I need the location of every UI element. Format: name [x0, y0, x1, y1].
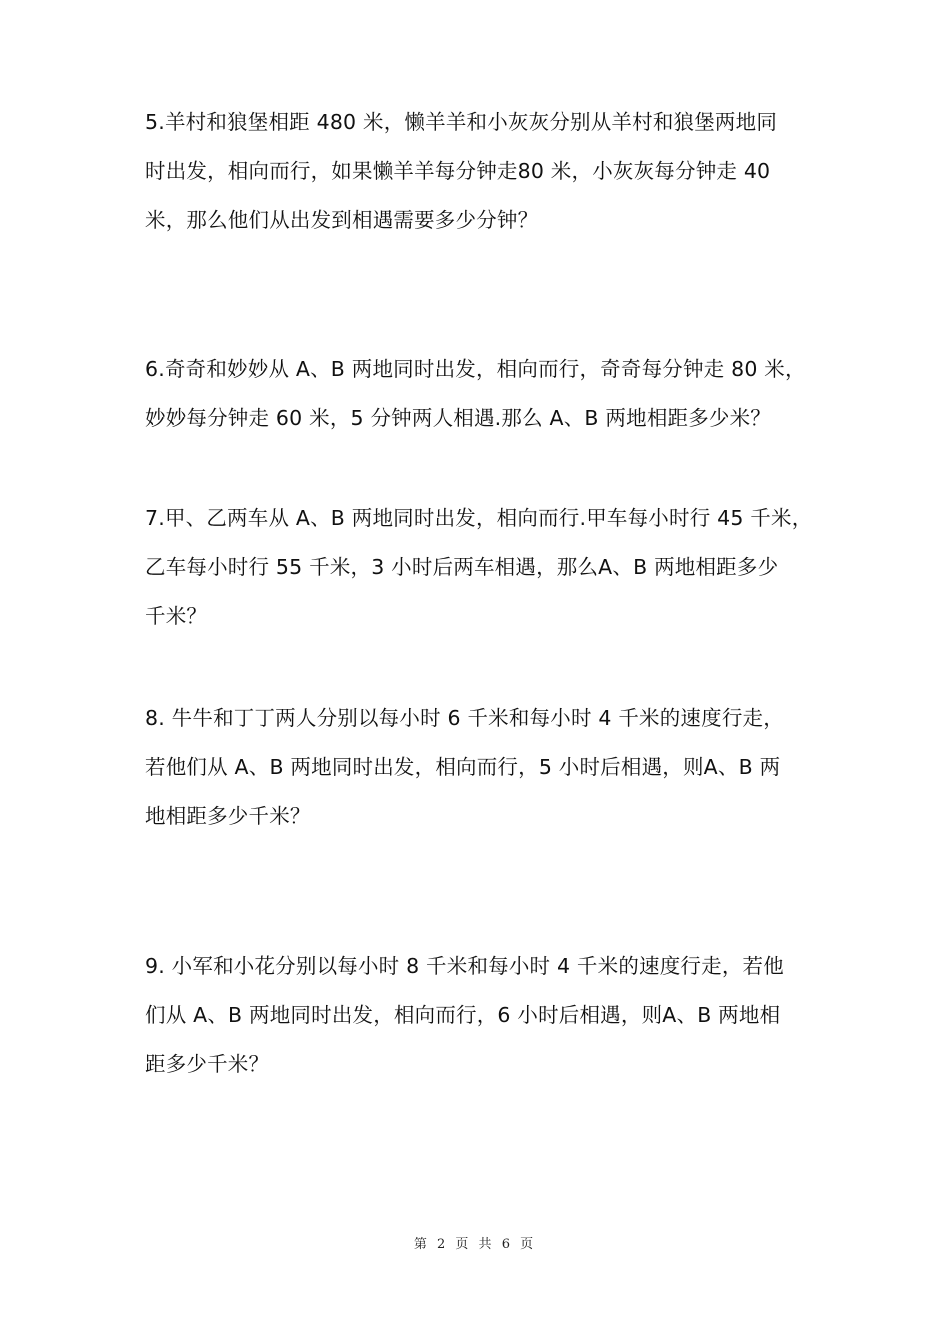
problem-5 [145, 98, 810, 245]
problem-6-line-2: 妙妙每分钟走 60 米，5 分钟两人相遇.那么 A、B 两地相距多少米？ [145, 406, 772, 430]
problem-8-line-3: 地相距多少千米？ [145, 804, 311, 828]
problem-9-line-1: 9. 小军和小花分别以每小时 8 千米和每小时 4 千米的速度行走，若他 [145, 954, 784, 978]
problem-9-line-2: 们从 A、B 两地同时出发，相向而行，6 小时后相遇，则A、B 两地相 [145, 1003, 781, 1027]
problem-7 [145, 494, 813, 641]
problem-8-line-2: 若他们从 A、B 两地同时出发，相向而行，5 小时后相遇，则A、B 两 [145, 755, 781, 779]
problem-7-line-3: 千米？ [145, 604, 208, 628]
problem-5-line-3: 米，那么他们从出发到相遇需要多少分钟？ [145, 208, 539, 232]
problem-8 [145, 694, 810, 841]
problem-5-line-2: 时出发，相向而行，如果懒羊羊每分钟走80 米，小灰灰每分钟走 40 [145, 159, 771, 183]
problem-8-line-1: 8. 牛牛和丁丁两人分别以每小时 6 千米和每小时 4 千米的速度行走， [145, 706, 784, 730]
problem-5-line-1: 5.羊村和狼堡相距 480 米，懒羊羊和小灰灰分别从羊村和狼堡两地同 [145, 110, 778, 134]
problem-7-line-1: 7.甲、乙两车从 A、B 两地同时出发，相向而行.甲车每小时行 45 千米， [145, 506, 813, 530]
problem-6 [145, 345, 810, 443]
problem-9 [145, 942, 810, 1089]
problem-7-line-2: 乙车每小时行 55 千米，3 小时后两车相遇，那么A、B 两地相距多少 [145, 555, 779, 579]
problem-6-line-1: 6.奇奇和妙妙从 A、B 两地同时出发，相向而行，奇奇每分钟走 80 米， [145, 357, 806, 381]
problem-9-line-3: 距多少千米？ [145, 1052, 270, 1076]
page-footer: 第 2 页 共 6 页 [413, 1237, 537, 1252]
